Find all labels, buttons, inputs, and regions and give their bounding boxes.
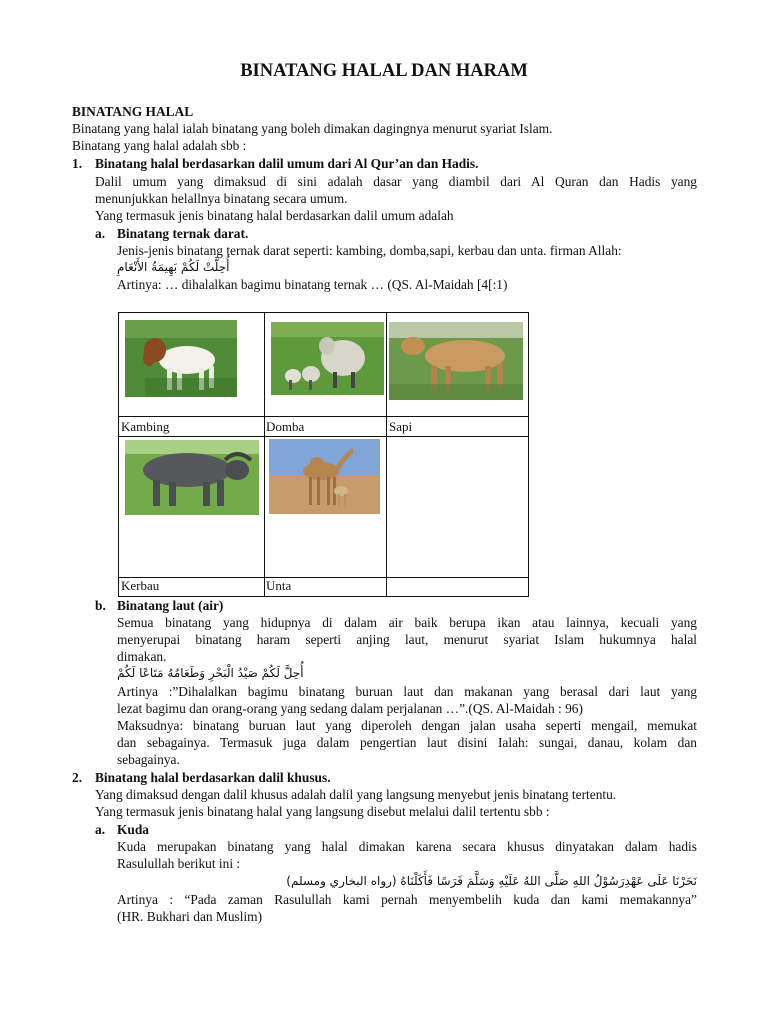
section2-heading: Binatang halal berdasarkan dalil khusus. bbox=[95, 770, 331, 785]
cow-image bbox=[389, 322, 523, 400]
paragraph-line: Yang dimaksud dengan dalil khusus adalah dalil yang langsung menyebut jenis binatang tertentu. bbox=[95, 787, 617, 802]
translation-line: lezat bagimu dan orang-orang yang sedang dalam perjalanan …”.(QS. Al-Maidah : 96) bbox=[117, 701, 583, 716]
paragraph-line: Rasulullah berikut ini : bbox=[117, 856, 241, 871]
paragraph-line: Semua binatang yang hidupnya di dalam air baik berupa ikan atau lainnya, kecuali yang bbox=[117, 615, 697, 630]
arabic-verse: أُحِلَّ لَكُمْ صَيْدُ الْبَحْرِ وَطَعَامُهُ مَتَاعًا لَكُمْ bbox=[117, 666, 304, 680]
list-number: 2. bbox=[72, 770, 83, 785]
animal-table bbox=[118, 312, 529, 597]
paragraph-line: sebagainya. bbox=[117, 752, 180, 767]
intro-line: Binatang yang halal adalah sbb : bbox=[72, 138, 247, 153]
paragraph-line: Yang termasuk jenis binatang halal berdasarkan dalil umum adalah bbox=[95, 208, 454, 223]
subsection-heading-ternak-darat: Binatang ternak darat. bbox=[117, 226, 249, 241]
sublist-label: a. bbox=[95, 822, 106, 837]
caption-kerbau: Kerbau bbox=[121, 578, 160, 593]
goat-image bbox=[125, 320, 237, 397]
caption-domba: Domba bbox=[266, 419, 305, 434]
caption-sapi: Sapi bbox=[389, 419, 413, 434]
translation-line: Artinya: … dihalalkan bagimu binatang ternak … (QS. Al-Maidah [4[:1) bbox=[117, 277, 508, 292]
translation-line: Artinya : “Pada zaman Rasulullah kami pernah menyembelih kuda dan kami memakannya” bbox=[117, 892, 697, 907]
intro-line: Binatang yang halal ialah binatang yang boleh dimakan dagingnya menurut syariat Islam. bbox=[72, 121, 553, 136]
subsection-heading-kuda: Kuda bbox=[117, 822, 150, 837]
paragraph-line: menunjukkan helallnya binatang secara umum. bbox=[95, 191, 348, 206]
paragraph-line: Kuda merupakan binatang yang halal dimakan karena secara khusus dinyatakan dalam hadis bbox=[117, 839, 697, 854]
paragraph-line: dan sebagainya. Termasuk juga dalam pengertian laut disini Ialah: sungai, danau, kolam dan bbox=[117, 735, 697, 750]
paragraph-line: Dalil umum yang dimaksud di sini adalah dasar yang diambil dari Al Quran dan Hadis yang bbox=[95, 174, 697, 189]
arabic-verse: أُحِلَّتْ لَكُمْ بَهِيمَةُ الأَنْعَامِ bbox=[117, 260, 230, 274]
buffalo-image bbox=[125, 440, 259, 515]
arabic-hadith: نَحَرْنَا عَلَى عَهْدِرَسُوْلُ اللهِ صَلَّى اللهُ عَلَيْهِ وَسَلَّمَ فَرَسًا فَأَكَلْنَاهُ (رواه البخاري ومسلم) bbox=[286, 874, 697, 888]
list-number: 1. bbox=[72, 156, 83, 171]
sheep-image bbox=[271, 322, 384, 395]
subsection-heading-binatang-laut: Binatang laut (air) bbox=[117, 598, 224, 613]
paragraph-line: Yang termasuk jenis binatang halal yang langsung disebut melalui dalil tertentu sbb : bbox=[95, 804, 550, 819]
sublist-label: b. bbox=[95, 598, 106, 613]
paragraph-line: Maksudnya: binatang buruan laut yang diperoleh dengan jalan usaha seperti mengail, memukat bbox=[117, 718, 697, 733]
caption-kambing: Kambing bbox=[121, 419, 170, 434]
sublist-label: a. bbox=[95, 226, 106, 241]
translation-line: Artinya :”Dihalalkan bagimu binatang buruan laut dan makanan yang berasal dari laut yang bbox=[117, 684, 697, 699]
paragraph-line: dimakan. bbox=[117, 649, 167, 664]
section-heading-binatang-halal: BINATANG HALAL bbox=[72, 104, 194, 119]
page-title: BINATANG HALAL DAN HARAM bbox=[240, 61, 528, 81]
paragraph-line: Jenis-jenis binatang ternak darat seperti: kambing, domba,sapi, kerbau dan unta. firman Allah: bbox=[117, 243, 622, 258]
caption-unta: Unta bbox=[266, 578, 292, 593]
translation-line: (HR. Bukhari dan Muslim) bbox=[117, 909, 263, 924]
section1-heading: Binatang halal berdasarkan dalil umum dari Al Qur’an dan Hadis. bbox=[95, 156, 479, 171]
camel-image bbox=[269, 439, 380, 514]
paragraph-line: menyerupai binatang haram seperti anjing laut, menurut syariat Islam hukumnya halal bbox=[117, 632, 697, 647]
